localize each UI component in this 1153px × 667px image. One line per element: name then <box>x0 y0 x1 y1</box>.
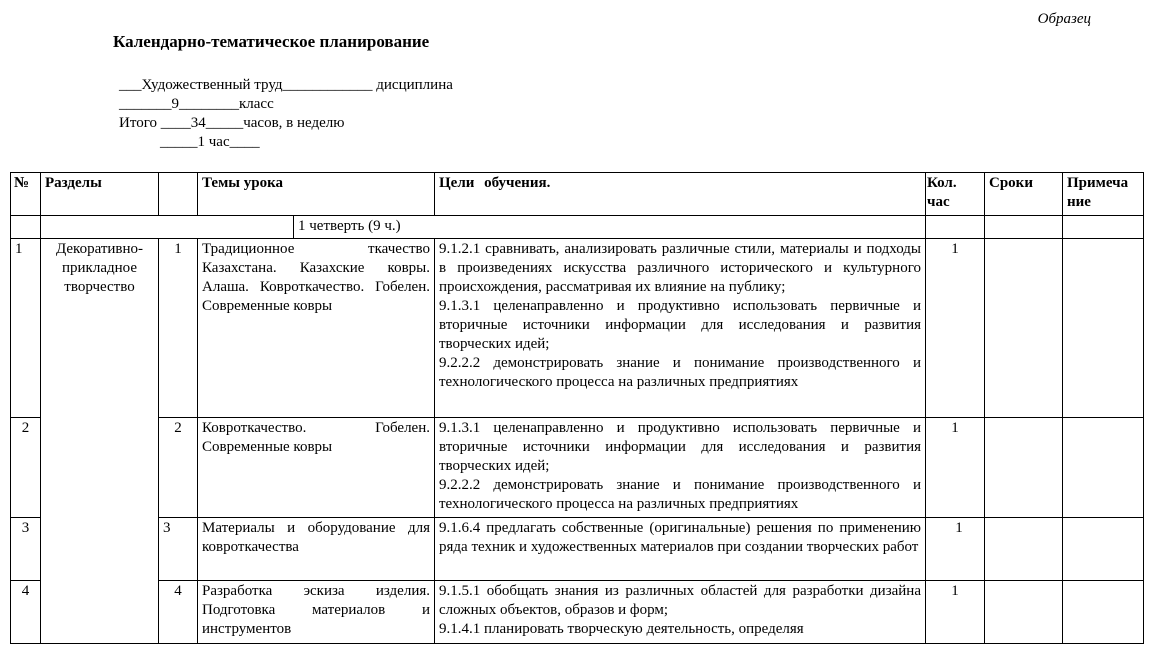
col-header-dates: Сроки <box>985 173 1063 216</box>
col-header-lesson-no <box>159 173 198 216</box>
lesson-topic: Разработка эскиза изделия. Подготовка материалов и инструментов <box>198 581 435 644</box>
quarter-row <box>11 216 1144 239</box>
hours-value: 1 <box>926 239 985 418</box>
quarter-empty-no <box>11 216 41 239</box>
quarter-empty-hours <box>926 216 985 239</box>
col-header-no: № <box>11 173 41 216</box>
quarter-empty-notes <box>1063 216 1144 239</box>
grade-line: _______9________класс <box>119 96 274 112</box>
lesson-no: 2 <box>159 418 198 518</box>
row-no: 4 <box>11 581 41 644</box>
learning-goals <box>435 418 926 518</box>
table-row <box>11 418 1144 518</box>
section-name: Декоративно-прикладное творчество <box>41 239 159 644</box>
plan-meta <box>119 76 453 152</box>
col-header-topics: Темы урока <box>198 173 435 216</box>
learning-goals <box>435 581 926 644</box>
lesson-no: 4 <box>159 581 198 644</box>
goal-item: 9.1.3.1 целенаправленно и продуктивно использовать первичные и вторичные источники информации для исследования и развития творческих идей; <box>439 298 921 352</box>
goal-item: 9.1.6.4 предлагать собственные (оригинальные) решения по применению ряда техник и художественных материалов при создании творческих работ <box>439 520 921 555</box>
goal-item: 9.2.2.2 демонстрировать знание и понимание производственного и технологического процесса на различных предприятиях <box>439 477 921 512</box>
hours-value: 1 <box>926 518 985 581</box>
table-header-row <box>11 173 1144 216</box>
quarter-empty-left <box>41 216 294 239</box>
col-header-goals: Цели обучения. <box>435 173 926 216</box>
sample-label: Образец <box>1037 11 1091 27</box>
page-title: Календарно-тематическое планирование <box>113 32 430 51</box>
goal-item: 9.2.2.2 демонстрировать знание и понимание производственного и технологического процесса на различных предприятиях <box>439 355 921 390</box>
lesson-no: 1 <box>159 239 198 418</box>
row-no: 1 <box>11 239 41 418</box>
row-no: 3 <box>11 518 41 581</box>
table-row <box>11 581 1144 644</box>
quarter-empty-dates <box>985 216 1063 239</box>
quarter-label: 1 четверть (9 ч.) <box>294 216 926 239</box>
goal-item: 9.1.4.1 планировать творческую деятельность, определяя <box>439 621 804 637</box>
goal-item: 9.1.2.1 сравнивать, анализировать различные стили, материалы и подходы в произведениях искусства различного исторического и культурного происхождения, рассматривая их влияние на публику; <box>439 241 921 295</box>
notes-cell <box>1063 239 1144 418</box>
hours-value: 1 <box>926 418 985 518</box>
lesson-topic: Традиционное ткачество Казахстана. Казахские ковры. Алаша. Ковроткачество. Гобелен. Современные ковры <box>198 239 435 418</box>
dates-cell <box>985 239 1063 418</box>
lesson-topic: Ковроткачество. Гобелен. Современные ковры <box>198 418 435 518</box>
table-row <box>11 518 1144 581</box>
planning-table <box>10 172 1144 644</box>
dates-cell <box>985 518 1063 581</box>
notes-cell <box>1063 418 1144 518</box>
table-row <box>11 239 1144 418</box>
learning-goals <box>435 239 926 418</box>
notes-cell <box>1063 581 1144 644</box>
weekly-hours-line: _____1 час____ <box>160 134 260 150</box>
col-header-sections: Разделы <box>41 173 159 216</box>
hours-value: 1 <box>926 581 985 644</box>
col-header-hours: Кол. час <box>926 173 985 216</box>
dates-cell <box>985 418 1063 518</box>
lesson-topic: Материалы и оборудование для ковроткачества <box>198 518 435 581</box>
goal-item: 9.1.5.1 обобщать знания из различных областей для разработки дизайна сложных объектов, образов и форм; <box>439 583 921 618</box>
learning-goals <box>435 518 926 581</box>
lesson-no: 3 <box>159 518 198 581</box>
total-hours-line: Итого ____34_____часов, в неделю <box>119 115 345 131</box>
col-header-notes: Примеча ние <box>1063 173 1144 216</box>
dates-cell <box>985 581 1063 644</box>
discipline-line: ___Художественный труд____________ дисциплина <box>119 77 453 93</box>
goal-item: 9.1.3.1 целенаправленно и продуктивно использовать первичные и вторичные источники информации для исследования и развития творческих идей; <box>439 420 921 474</box>
notes-cell <box>1063 518 1144 581</box>
row-no: 2 <box>11 418 41 518</box>
